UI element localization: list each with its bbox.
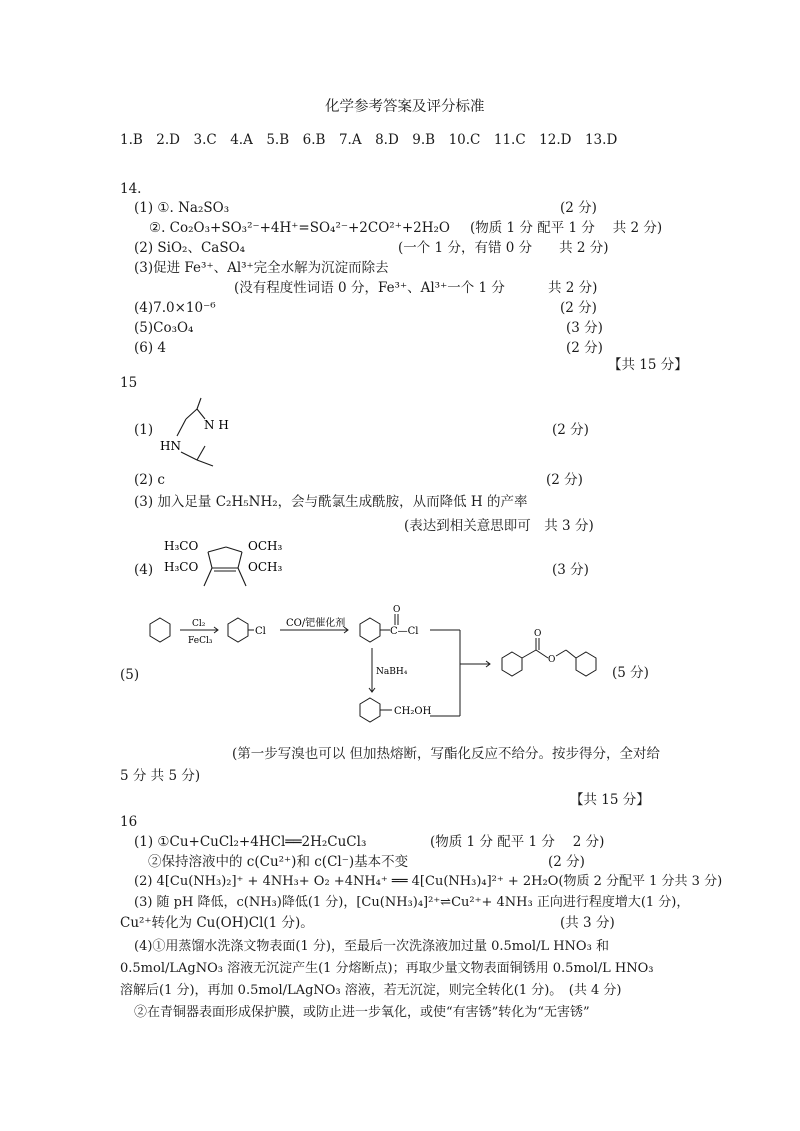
q15-score-4: (3 分) — [552, 562, 589, 578]
q14-answer-1a: (1) ①. Na₂SO₃ — [134, 200, 230, 216]
cl-substituent: Cl — [255, 626, 266, 637]
q14-answer-1b: ②. Co₂O₃+SO₃²⁻+4H⁺=SO₄²⁻+2CO²⁺+2H₂O — [149, 220, 450, 236]
nh-atom-label: N H — [204, 418, 229, 432]
product-ring-1 — [502, 652, 522, 676]
q16-answer-4d: ②在青铜器表面形成保护膜，或防止进一步氧化，或使“有害锈”转化为“无害锈” — [134, 1005, 590, 1020]
q14-score-6: (2 分) — [566, 340, 603, 356]
q15-note-5a: (第一步写溴也可以 但加热熔断，写酯化反应不给分。按步得分，全对给 — [232, 746, 661, 762]
ch2oh-group: CH₂OH — [394, 706, 432, 717]
q16-answer-1b: ②保持溶液中的 c(Cu²⁺)和 c(Cl⁻)基本不变 — [148, 854, 409, 870]
ester-carbonyl-oxygen: O — [534, 629, 542, 639]
page-title: 化学参考答案及评分标准 — [325, 99, 485, 115]
synthesis-route-diagram — [140, 600, 640, 730]
och3-lower-label: OCH₃ — [248, 560, 283, 574]
q15-score-2: (2 分) — [546, 472, 583, 488]
q14-answer-3-note: (没有程度性词语 0 分，Fe³⁺、Al³⁺一个 1 分 — [234, 280, 505, 296]
q14-total: 【共 15 分】 — [608, 357, 688, 373]
cl2-reagent: Cl₂ — [192, 619, 206, 629]
product-ring-2 — [576, 652, 596, 676]
q16-score-1b: (2 分) — [548, 854, 585, 870]
q14-number: 14. — [120, 181, 142, 197]
q14-answer-2: (2) SiO₂、CaSO₄ — [134, 240, 246, 256]
dimethylpiperazine-structure — [150, 392, 240, 476]
h3co-upper-label: H₃CO — [164, 539, 199, 553]
q14-score-2: (一个 1 分，有错 0 分 共 2 分) — [398, 240, 609, 256]
ester-oxygen: O — [548, 655, 556, 665]
q14-score-1b: (物质 1 分 配平 1 分 共 2 分) — [470, 220, 663, 236]
q15-answer-2: (2) c — [134, 472, 165, 488]
q15-score-1: (2 分) — [552, 422, 589, 438]
q15-score-3: (表达到相关意思即可 共 3 分) — [404, 518, 594, 534]
tetramethoxy-ring-structure — [156, 534, 296, 594]
q16-number: 16 — [120, 814, 138, 830]
q14-answer-6: (6) 4 — [134, 340, 167, 356]
q14-score-3: 共 2 分) — [548, 280, 598, 296]
q16-score-3: (共 3 分) — [560, 915, 615, 931]
benzoyl-chloride-ring — [360, 618, 380, 642]
nabh4-reagent: NaBH₄ — [376, 667, 408, 677]
q15-label-4: (4) — [134, 562, 154, 578]
q15-total: 【共 15 分】 — [570, 792, 650, 808]
q15-score-5: (5 分) — [612, 665, 649, 681]
q15-number: 15 — [120, 375, 138, 391]
q16-answer-1a: (1) ①Cu+CuCl₂+4HCl══2H₂CuCl₃ — [134, 834, 367, 850]
och3-upper-label: OCH₃ — [248, 539, 283, 553]
q14-answer-4: (4)7.0×10⁻⁶ — [134, 300, 216, 316]
q15-label-5: (5) — [120, 667, 140, 683]
q14-score-4: (2 分) — [560, 300, 597, 316]
q15-note-5b: 5 分 共 5 分) — [120, 768, 201, 784]
acyl-chloride-group: C—Cl — [390, 626, 419, 637]
q14-score-5: (3 分) — [566, 320, 603, 336]
q16-answer-2: (2) 4[Cu(NH₃)₂]⁺ + 4NH₃+ O₂ +4NH₄⁺ ══ 4[Cu(NH₃)₄]²⁺ + 2H₂O(物质 2 分配平 1 分共 3 分) — [134, 874, 723, 889]
multiple-choice-answers: 1.B 2.D 3.C 4.A 5.B 6.B 7.A 8.D 9.B 10.C 11.C 12.D 13.D — [120, 132, 618, 148]
q14-answer-3: (3)促进 Fe³⁺、Al³⁺完全水解为沉淀而除去 — [134, 260, 389, 276]
h3co-lower-label: H₃CO — [164, 560, 199, 574]
q16-answer-4c: 溶解后(1 分)，再加 0.5mol/LAgNO₃ 溶液，若无沉淀，则完全转化(1 分)。 (共 4 分) — [120, 983, 622, 998]
benzyl-alcohol-ring — [360, 698, 380, 722]
q15-answer-3: (3) 加入足量 C₂H₅NH₂，会与酰氯生成酰胺，从而降低 H 的产率 — [134, 494, 528, 510]
carbonyl-oxygen: O — [393, 605, 401, 615]
q16-answer-4a: (4)①用蒸馏水洗涤文物表面(1 分)，至最后一次洗涤液加过量 0.5mol/L HNO₃ 和 — [134, 939, 609, 954]
q15-label-1: (1) — [134, 422, 154, 438]
hn-atom-label: HN — [160, 439, 181, 453]
q16-answer-3a: (3) 随 pH 降低，c(NH₃)降低(1 分)，[Cu(NH₃)₄]²⁺⇌Cu²⁺+ 4NH₃ 正向进行程度增大(1 分)， — [134, 895, 690, 910]
benzene-ring — [150, 618, 170, 642]
q16-answer-3b: Cu²⁺转化为 Cu(OH)Cl(1 分)。 — [120, 915, 314, 931]
chlorobenzene-ring — [228, 618, 248, 642]
fecl3-reagent: FeCl₃ — [188, 636, 213, 646]
q14-score-1a: (2 分) — [560, 200, 597, 216]
q14-answer-5: (5)Co₃O₄ — [134, 320, 194, 336]
co-catalyst-reagent: CO/钯催化剂 — [286, 618, 346, 629]
q16-answer-4b: 0.5mol/LAgNO₃ 溶液无沉淀产生(1 分熔断点)；再取少量文物表面铜锈用 0.5mol/L HNO₃ — [120, 961, 654, 976]
q16-score-1a: (物质 1 分 配平 1 分 2 分) — [430, 834, 605, 850]
